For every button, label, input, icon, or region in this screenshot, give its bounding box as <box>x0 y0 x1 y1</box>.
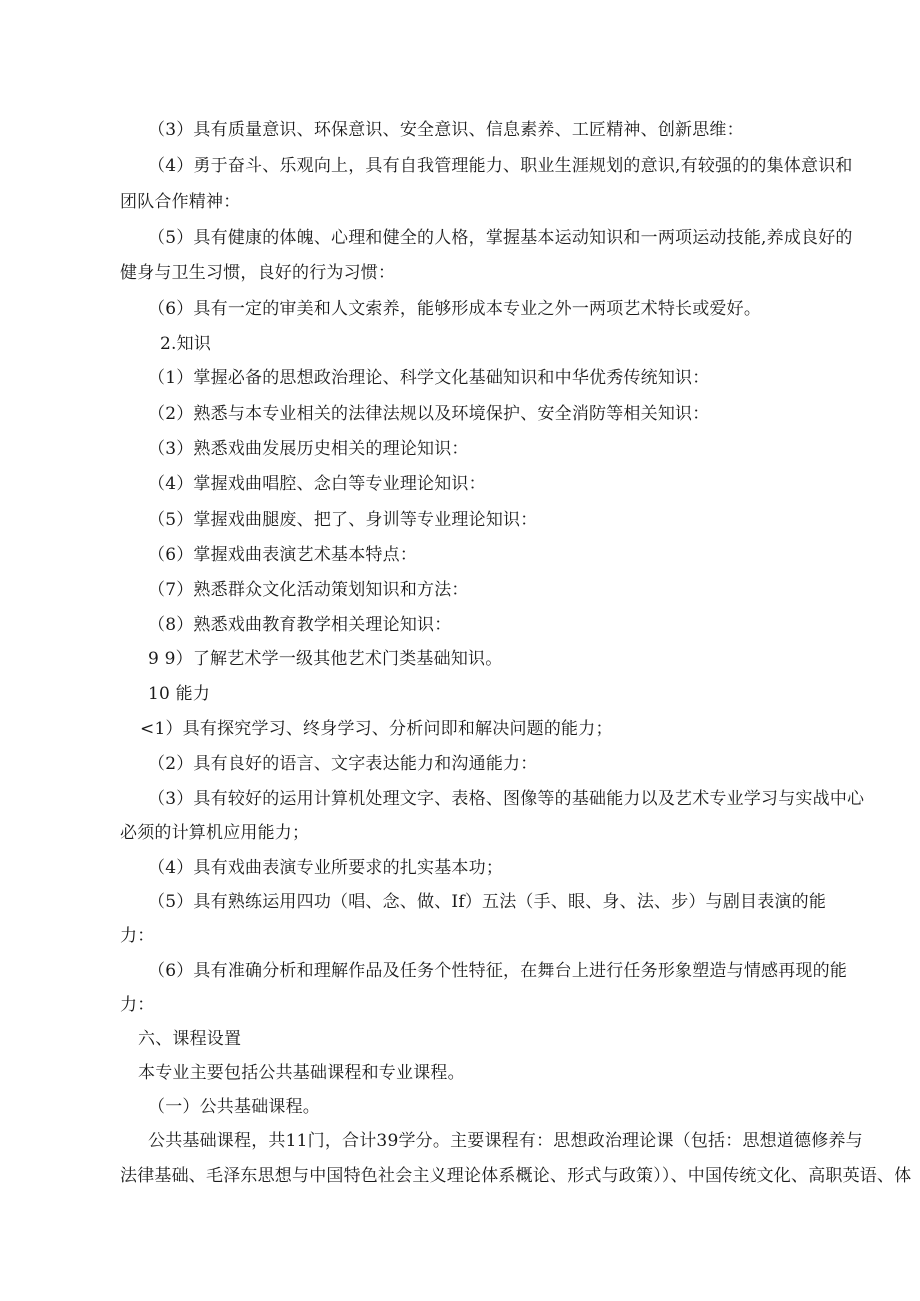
knowledge-item: （6）掌握戏曲表演艺术基本特点： <box>148 545 418 565</box>
ability-item-6-line-2: 力： <box>120 995 155 1015</box>
quality-item-4-line-1: （4）勇于奋斗、乐观向上，具有自我管理能力、职业生涯规划的意识,有较强的的集体意识和 <box>148 156 853 176</box>
quality-item-5-line-1: （5）具有健康的体魄、心理和健全的人格，掌握基本运动知识和一两项运动技能,养成良好的 <box>148 228 853 248</box>
knowledge-heading: 2.知识 <box>160 334 212 354</box>
ability-item-3-line-1: （3）具有较好的运用计算机处理文字、表格、图像等的基础能力以及艺术专业学习与实战中心 <box>148 789 865 809</box>
subsection-heading: （一）公共基础课程。 <box>148 1097 320 1117</box>
knowledge-item: （1）掌握必备的思想政治理论、科学文化基础知识和中华优秀传统知识： <box>148 368 710 388</box>
knowledge-item: （4）掌握戏曲唱腔、念白等专业理论知识： <box>148 474 486 494</box>
knowledge-item: （3）熟悉戏曲发展历史相关的理论知识： <box>148 439 469 459</box>
quality-item-4-line-2: 团队合作精神： <box>120 192 241 212</box>
knowledge-item: （8）熟悉戏曲教育教学相关理论知识： <box>148 615 452 635</box>
curriculum-intro: 本专业主要包括公共基础课程和专业课程。 <box>138 1063 465 1083</box>
quality-item-3: （3）具有质量意识、环保意识、安全意识、信息素养、工匠精神、创新思维： <box>148 120 744 140</box>
ability-item-3-line-2: 必须的计算机应用能力； <box>120 823 310 843</box>
quality-item-5-line-2: 健身与卫生习惯，良好的行为习惯： <box>120 263 396 283</box>
ability-item-1: <1）具有探究学习、终身学习、分析问即和解决问题的能力； <box>140 719 613 739</box>
knowledge-item: （5）掌握戏曲腿废、把了、身训等专业理论知识： <box>148 510 538 530</box>
knowledge-item: （7）熟悉群众文化活动策划知识和方法： <box>148 580 469 600</box>
quality-item-6: （6）具有一定的审美和人文索养，能够形成本专业之外一两项艺术特长或爱好。 <box>148 299 762 319</box>
section-heading: 六、课程设置 <box>138 1029 242 1049</box>
ability-item-5-line-2: 力： <box>120 926 155 946</box>
ability-item-6-line-1: （6）具有准确分析和理解作品及任务个性特征，在舞台上进行任务形象塑造与情感再现的能 <box>148 961 848 981</box>
ability-item-5-line-1: （5）具有熟练运用四功（唱、念、做、If）五法（手、眼、身、法、步）与剧目表演的能 <box>148 892 827 912</box>
ability-item-2: （2）具有良好的语言、文字表达能力和沟通能力： <box>148 754 538 774</box>
curriculum-paragraph-line-1: 公共基础课程，共11门，合计39学分。主要课程有：思想政治理论课（包括：思想道德修养与 <box>148 1131 863 1151</box>
knowledge-item: （2）熟悉与本专业相关的法律法规以及环境保护、安全消防等相关知识： <box>148 404 710 424</box>
ability-heading: 10 能力 <box>148 684 211 704</box>
knowledge-item: 9 9）了解艺术学一级其他艺术门类基础知识。 <box>148 649 503 669</box>
ability-item-4: （4）具有戏曲表演专业所要求的扎实基本功； <box>148 858 504 878</box>
curriculum-paragraph-line-2: 法律基础、毛泽东思想与中国特色社会主义理论体系概论、形式与政策））、中国传统文化、高职英语、体 <box>120 1166 912 1186</box>
